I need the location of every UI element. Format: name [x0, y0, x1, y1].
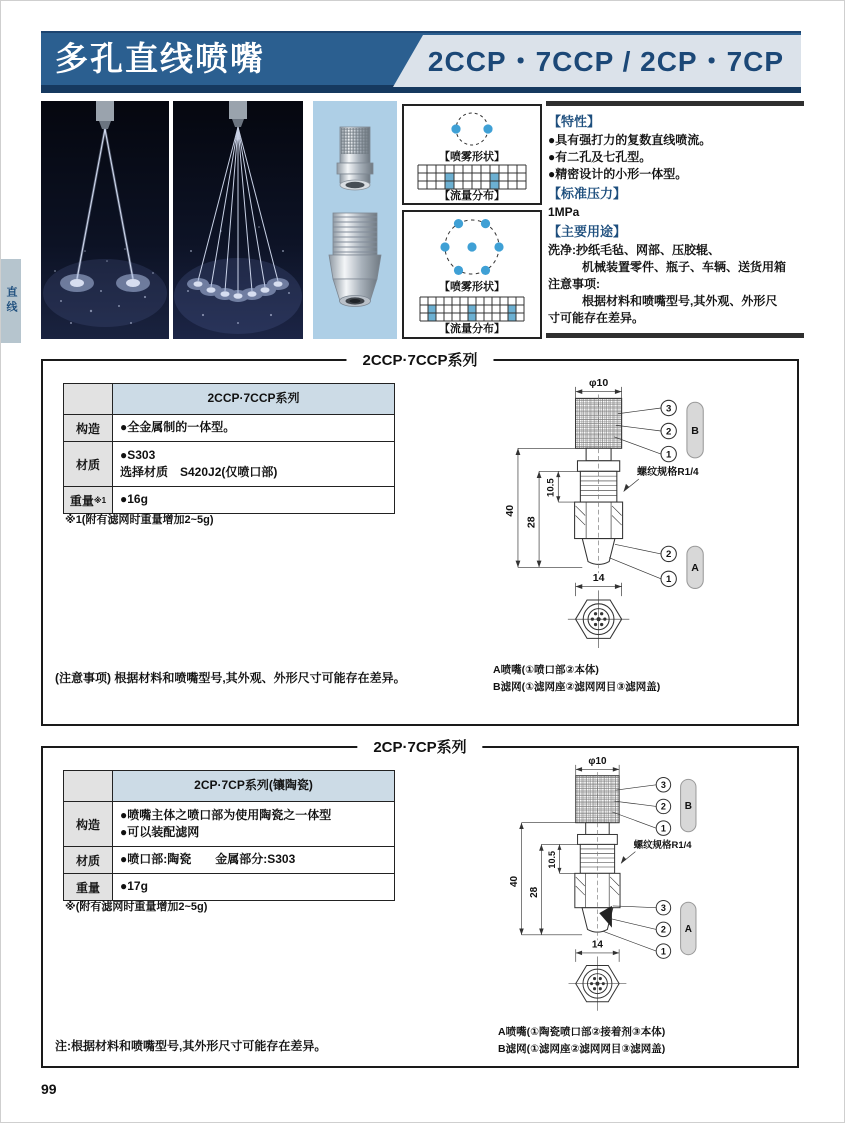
page-number: 99 [41, 1081, 57, 1097]
spray-shape-label: 【喷雾形状】 [439, 151, 505, 163]
row-value: ●全金属制的一体型。 [120, 420, 236, 435]
callout-a2: 2 [666, 549, 672, 561]
dim-14: 14 [592, 571, 605, 584]
usage-heading: 【主要用途】 [548, 223, 627, 239]
dim-diameter: φ10 [588, 376, 609, 389]
dim-40: 40 [508, 875, 520, 888]
callout-a2: 2 [660, 924, 666, 935]
flow-distribution-7-hole-icon [419, 296, 525, 322]
table-row [64, 486, 394, 513]
dim-28: 28 [528, 886, 540, 898]
callout-a3: 3 [660, 902, 666, 913]
feature-item: ●有二孔及七孔型。 [548, 149, 652, 164]
usage-line: 注意事项: [548, 276, 600, 291]
dim-10-5: 10.5 [545, 478, 557, 497]
feature-item: ●精密设计的小形一体型。 [548, 166, 688, 181]
row-label: 材质 [64, 847, 113, 873]
drawing-caption-b: B滤网(①滤网座②滤网网目③滤网盖) [498, 1042, 666, 1055]
side-category-tab [1, 259, 21, 343]
spec-table-2cp [63, 770, 395, 901]
part-group-b: B [691, 424, 699, 437]
dim-14: 14 [591, 939, 603, 951]
page-title: 多孔直线喷嘴 [55, 40, 265, 77]
flow-distribution-2-hole-icon [417, 164, 527, 190]
callout-b2: 2 [666, 426, 672, 438]
row-value: ●喷嘴主体之喷口部为使用陶瓷之一体型 [120, 807, 332, 822]
callout-a1: 1 [660, 946, 666, 957]
section-note: (注意事项) 根据材料和喷嘴型号,其外观、外形尺寸可能存在差异。 [55, 671, 406, 685]
part-group-a: A [691, 562, 699, 575]
features-panel [546, 101, 804, 338]
section-title: 2CP·7CP系列 [357, 736, 482, 757]
flow-distribution-label: 【流量分布】 [439, 190, 505, 202]
table-row [64, 801, 394, 846]
row-label: 构造 [64, 802, 113, 846]
product-photo [313, 101, 397, 339]
model-numbers: 2CCP・7CCP / 2CP・7CP [427, 46, 785, 77]
spray-diagram-2-hole [402, 104, 542, 205]
feature-item: ●具有强打力的复数直线喷流。 [548, 132, 712, 147]
callout-b3: 3 [666, 403, 672, 415]
table-header-cell: 2CCP·7CCP系列 [113, 384, 394, 414]
table-corner-cell [64, 384, 113, 414]
callout-a1: 1 [666, 574, 672, 586]
section-2cp-7cp [41, 739, 799, 1068]
section-title: 2CCP·7CCP系列 [346, 349, 493, 370]
features-heading: 【特性】 [548, 114, 601, 129]
table-row [64, 873, 394, 900]
drawing-caption-a: A喷嘴(①喷口部②本体) [493, 664, 599, 676]
pressure-heading: 【标准压力】 [548, 185, 627, 201]
row-value: 选择材质 S420J2(仅喷口部) [120, 465, 278, 479]
thread-spec: 螺纹规格R1/4 [633, 840, 692, 852]
table-header-row [64, 384, 394, 414]
row-label: 重量 [64, 874, 113, 900]
row-value: ●喷口部:陶瓷 金属部分:S303 [120, 852, 296, 867]
drawing-caption-b: B滤网(①滤网座②滤网网目③滤网盖) [493, 680, 661, 693]
dim-40: 40 [504, 504, 517, 517]
spray-diagram-7-hole [402, 210, 542, 339]
row-label: 重量 ※1 [64, 487, 113, 513]
part-group-a: A [684, 924, 692, 936]
technical-drawing-2cp [498, 754, 738, 1056]
callout-b3: 3 [660, 779, 666, 790]
callout-b1: 1 [660, 823, 666, 834]
table-footnote: ※(附有滤网时重量增加2~5g) [65, 901, 208, 913]
table-row [64, 441, 394, 486]
usage-line: 根据材料和喷嘴型号,其外观、外形尺 [582, 293, 778, 308]
row-value: ●17g [120, 879, 148, 894]
usage-line: 洗净:抄纸毛毡、网部、压胶辊、 [548, 242, 720, 257]
spray-shape-2-hole-icon [402, 107, 542, 151]
table-row [64, 414, 394, 441]
dim-10-5: 10.5 [546, 850, 557, 869]
section-2ccp-7ccp [41, 352, 799, 726]
pressure-value: 1MPa [548, 204, 580, 219]
row-label: 构造 [64, 415, 113, 441]
thread-spec: 螺纹规格R1/4 [637, 467, 699, 479]
table-header-row [64, 771, 394, 801]
row-value: ●可以装配滤网 [120, 825, 200, 839]
spray-photo-7-hole [173, 101, 303, 339]
section-note: 注:根据材料和喷嘴型号,其外形尺寸可能存在差异。 [55, 1039, 327, 1053]
table-footnote: ※1(附有滤网时重量增加2~5g) [65, 514, 214, 526]
part-group-b: B [684, 801, 692, 813]
spec-table-2ccp [63, 383, 395, 514]
dim-diameter: φ10 [588, 755, 607, 767]
technical-drawing-2ccp [493, 375, 748, 694]
side-tab-label: 直线 [5, 286, 17, 316]
drawing-caption-a: A喷嘴(①陶瓷喷口部②接着剂③本体) [498, 1026, 666, 1038]
usage-line: 机械装置零件、瓶子、车辆、送货用箱 [582, 259, 787, 274]
table-header-cell: 2CP·7CP系列(镶陶瓷) [113, 771, 394, 801]
spray-shape-label: 【喷雾形状】 [439, 281, 505, 294]
flow-distribution-label: 【流量分布】 [439, 322, 505, 335]
callout-b1: 1 [666, 449, 672, 461]
table-row [64, 846, 394, 873]
row-value: ●16g [120, 492, 148, 507]
row-label: 材质 [64, 442, 113, 486]
dim-28: 28 [525, 516, 538, 529]
table-corner-cell [64, 771, 113, 801]
spray-shape-7-hole-icon [402, 214, 542, 280]
callout-b2: 2 [660, 801, 666, 812]
row-value: ●S303 [120, 447, 156, 462]
usage-line: 寸可能存在差异。 [548, 310, 645, 325]
page-header [41, 31, 801, 93]
spray-photo-2-hole [41, 101, 169, 339]
